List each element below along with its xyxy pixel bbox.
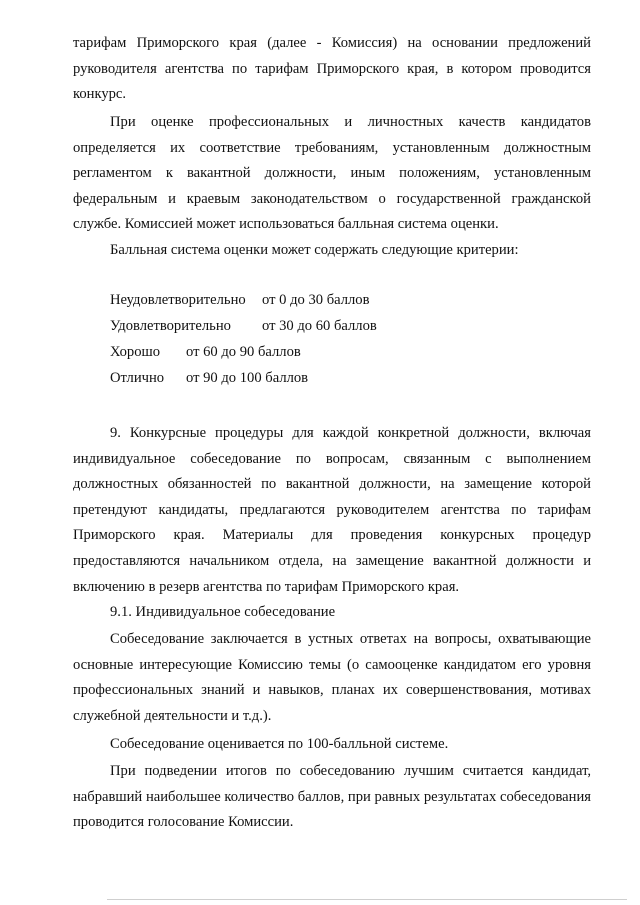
paragraph-assessment: При оценке профессиональных и личностных качеств кандидатов определяется их соответствие требованиям, установленным должностным регламентом к вакантной должности, иным положениям, установленным федеральным и краевым законодательством о государственной гражданской службе. Комиссией может использоваться балльная система оценки. [73,114,591,233]
paragraph-section-9: 9. Конкурсные процедуры для каждой конкретной должности, включая индивидуальное собеседование по вопросам, связанным с выполнением должностных обязанностей по вакантной должности, на замещение которой претендуют кандидаты, предлагаются руководителем агентства по тарифам Приморского края. Материалы для проведения конкурсных процедур предоставляются начальником отдела, на замещение вакантной должности и включению в резерв агентства по тарифам Приморского края. [73,425,591,595]
criteria-grade: Удовлетворительно [110,318,231,334]
criteria-range: от 0 до 30 баллов [262,292,370,308]
criteria-range: от 30 до 60 баллов [262,318,377,334]
criteria-grade: Хорошо [110,344,161,360]
criteria-range: от 90 до 100 баллов [186,370,309,386]
criteria-item [110,342,301,362]
paragraph-criteria-intro: Балльная система оценки может содержать следующие критерии: [110,242,519,258]
paragraph-interview-result: При подведении итогов по собеседованию лучшим считается кандидат, набравший наибольшее количество баллов, при равных результатах собеседования проводится голосование Комиссии. [73,763,591,831]
paragraph-interview: Собеседование заключается в устных ответах на вопросы, охватывающие основные интересующие Комиссию темы (о самооценке кандидатом его уровня профессиональных знаний и навыков, планах их совершенствования, мотивах служебной деятельности и т.д.). [73,631,591,724]
criteria-item [110,368,308,388]
page-bottom-divider [107,899,627,900]
criteria-item [110,290,369,310]
paragraph-interview-score: Собеседование оценивается по 100-балльной системе. [110,736,449,752]
criteria-range: от 60 до 90 баллов [186,344,301,360]
subsection-heading-9-1: 9.1. Индивидуальное собеседование [110,604,336,620]
criteria-grade: Отлично [110,370,165,386]
criteria-grade: Неудовлетворительно [110,292,246,308]
criteria-item [110,316,377,336]
paragraph-commission-intro: тарифам Приморского края (далее - Комиссия) на основании предложений руководителя агентства по тарифам Приморского края, в котором проводится конкурс. [73,35,591,103]
